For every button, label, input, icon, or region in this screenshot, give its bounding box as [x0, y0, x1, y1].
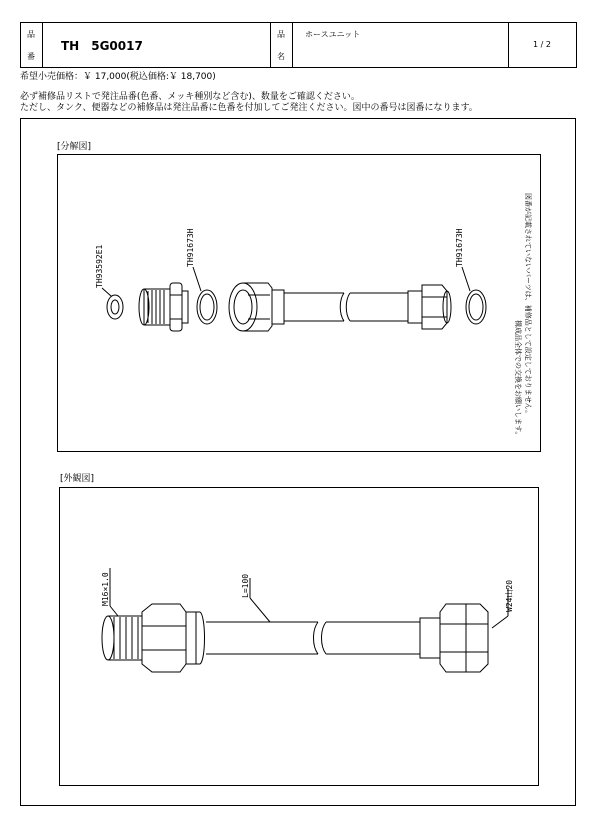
exploded-side-note-2: 構成品全体での交換をお願いします。 — [514, 320, 522, 439]
hose-part — [284, 291, 422, 323]
name-label-top: 品 — [277, 30, 285, 39]
external-end-nut — [440, 604, 488, 672]
external-threaded-end — [102, 616, 142, 660]
exploded-side-note-1: 図番が記載されていないパーツは、補修品として設定しておりません。 — [524, 193, 532, 418]
threaded-nipple-part — [139, 283, 188, 331]
exploded-view-title: [分解図] — [57, 142, 92, 152]
external-label-nut-size: W24山20 — [505, 579, 514, 612]
title-block — [20, 22, 577, 68]
hose-nut-part — [229, 283, 284, 331]
name-label-bottom: 名 — [277, 52, 285, 61]
external-hex-nut — [142, 604, 205, 672]
o-ring-part-1 — [197, 290, 217, 324]
note-line-1: 必ず補修品リストで発注品番(色番、メッキ種別など含む)、数量をご確認ください。 — [20, 92, 360, 102]
washer-part — [107, 295, 123, 319]
external-view-panel — [59, 487, 539, 786]
name-label-cell — [271, 23, 293, 67]
name-cell — [293, 23, 509, 67]
exploded-view-drawing — [58, 155, 540, 451]
exploded-label-oring-2: TH91673H — [455, 228, 464, 267]
price-line: 希望小売価格：￥ 17,000(税込価格:￥ 18,700) — [20, 72, 216, 82]
product-name: ホースユニット — [305, 30, 361, 39]
exploded-label-washer: TH93592E1 — [95, 244, 104, 288]
external-hose — [206, 618, 440, 658]
exploded-view-panel — [57, 154, 541, 452]
page-number: 1 / 2 — [533, 40, 551, 49]
external-view-drawing — [60, 488, 538, 785]
exploded-label-oring-1: TH91673H — [186, 228, 195, 267]
external-label-thread: M16×1.0 — [101, 572, 110, 606]
end-nut-part — [422, 285, 451, 329]
part-no-label-cell — [21, 23, 43, 67]
part-no-label-top: 品 — [27, 30, 35, 39]
page-cell — [509, 23, 578, 67]
part-number: TH 5G0017 — [61, 39, 143, 53]
external-label-length: L=100 — [241, 573, 250, 598]
external-view-title: [外観図] — [60, 474, 95, 484]
note-line-2: ただし、タンク、便器などの補修品は発注品番に色番を付加してご発注ください。図中の番号は図番になります。 — [20, 103, 478, 113]
part-no-cell — [43, 23, 271, 67]
o-ring-part-2 — [466, 290, 486, 324]
part-no-label-bottom: 番 — [27, 52, 35, 61]
